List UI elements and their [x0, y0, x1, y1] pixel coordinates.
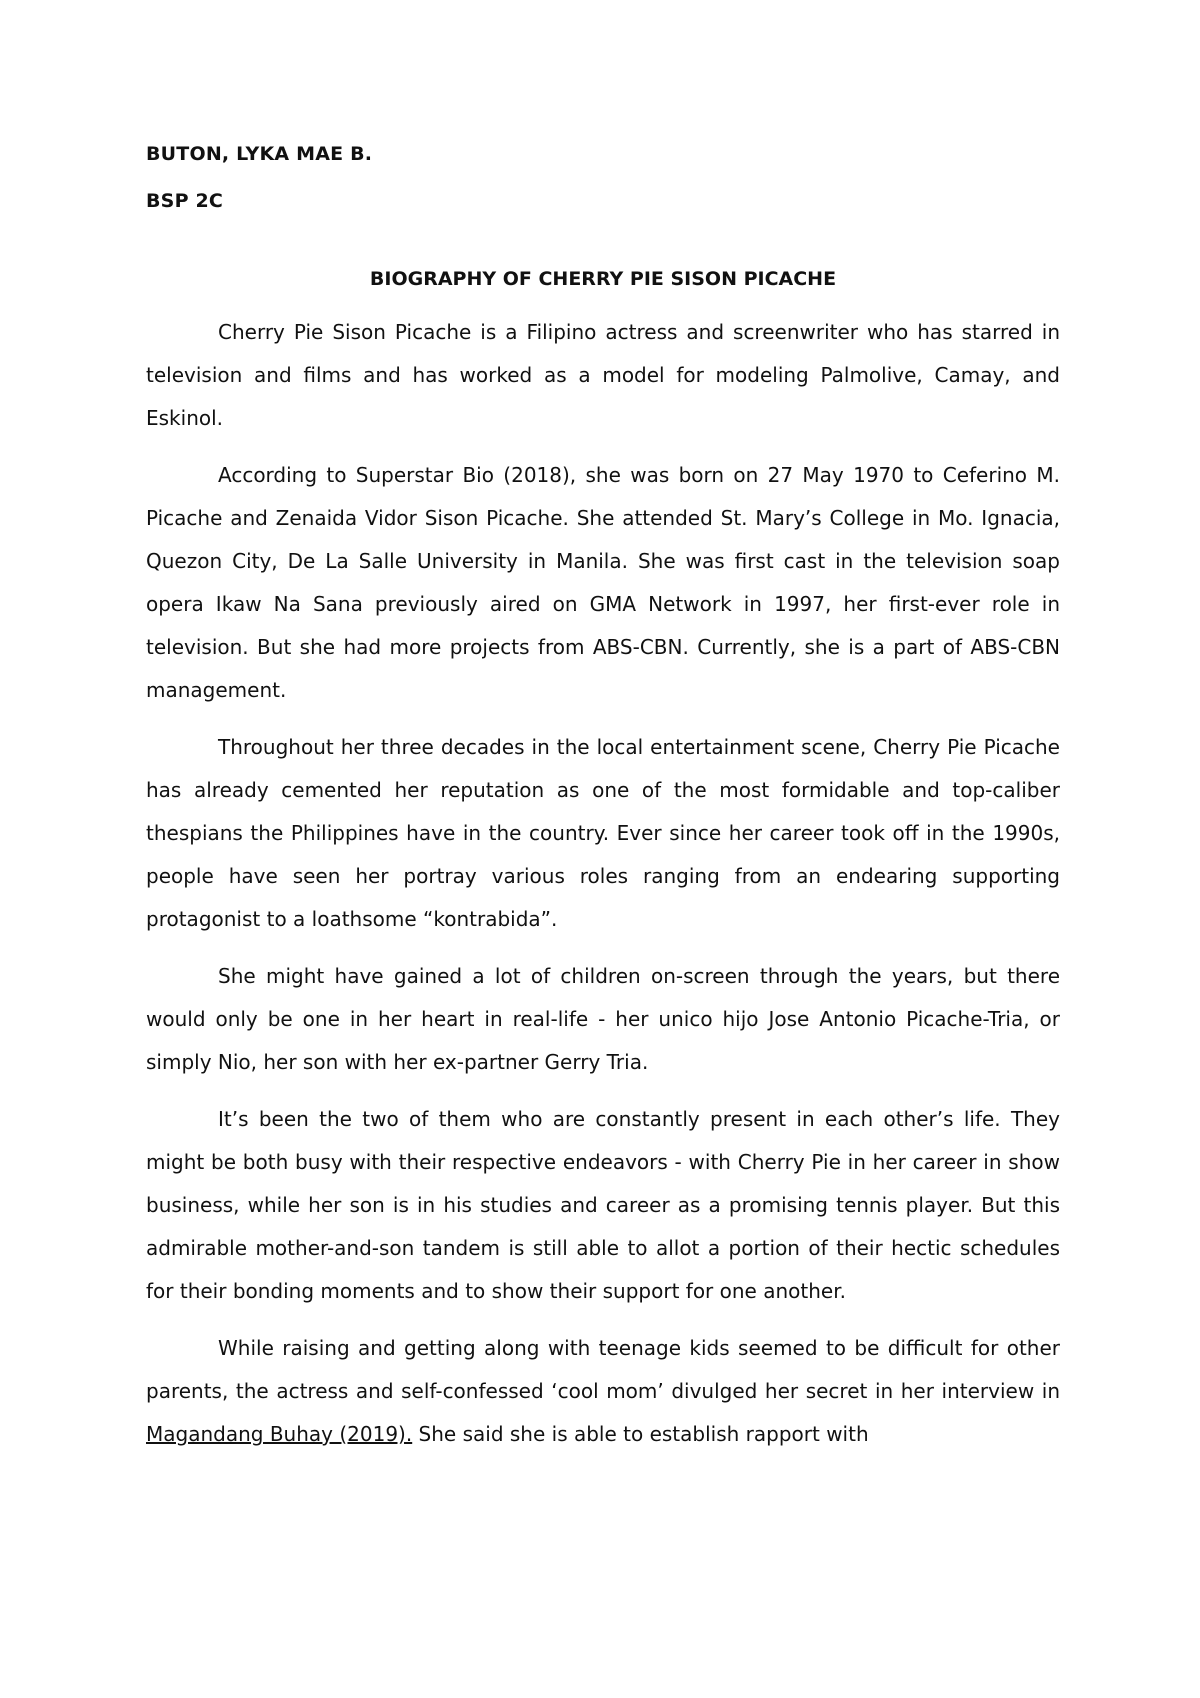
paragraph-intro: Cherry Pie Sison Picache is a Filipino actress and screenwriter who has starred in television and films and has worked as a model for modeling Palmolive, Camay, and Eskinol. — [146, 320, 1060, 430]
paragraph-son: She might have gained a lot of children on-screen through the years, but there would only be one in her heart in real-life - her unico hijo Jose Antonio Picache-Tria, or simply Nio, her son with her ex-partner Gerry Tria. — [146, 964, 1060, 1074]
citation-link[interactable]: Magandang Buhay (2019). — [146, 1422, 413, 1446]
author-name: BUTON, LYKA MAE B. — [146, 143, 373, 165]
document-body — [146, 140, 1060, 1456]
paragraph-early-life: According to Superstar Bio (2018), she was born on 27 May 1970 to Ceferino M. Picache and Zenaida Vidor Sison Picache. She attended St. Mary’s College in Mo. Ignacia, Quezon City, De La Salle University in Manila. She was first cast in the television soap opera Ikaw Na Sana previously aired on GMA Network in 1997, her first-ever role in television. But she had more projects from ABS-CBN. Currently, she is a part of ABS-CBN management. — [146, 463, 1060, 702]
paragraph-text-before-link: While raising and getting along with teenage kids seemed to be difficult for other parents, the actress and self-confessed ‘cool mom’ divulged her secret in her interview in — [146, 1336, 1060, 1403]
document-title: BIOGRAPHY OF CHERRY PIE SISON PICACHE — [369, 268, 837, 290]
paragraph-cool-mom — [146, 1327, 1060, 1456]
paragraph-career: Throughout her three decades in the local entertainment scene, Cherry Pie Picache has already cemented her reputation as one of the most formidable and top-caliber thespians the Philippines have in the country. Ever since her career took off in the 1990s, people have seen her portray various roles ranging from an endearing supporting protagonist to a loathsome “kontrabida”. — [146, 735, 1060, 931]
paragraph-text-after-link: She said she is able to establish rapport with — [412, 1422, 869, 1446]
author-section: BSP 2C — [146, 190, 224, 212]
paragraph-relationship: It’s been the two of them who are constantly present in each other’s life. They might be both busy with their respective endeavors - with Cherry Pie in her career in show business, while her son is in his studies and career as a promising tennis player. But this admirable mother-and-son tandem is still able to allot a portion of their hectic schedules for their bonding moments and to show their support for one another. — [146, 1107, 1060, 1303]
